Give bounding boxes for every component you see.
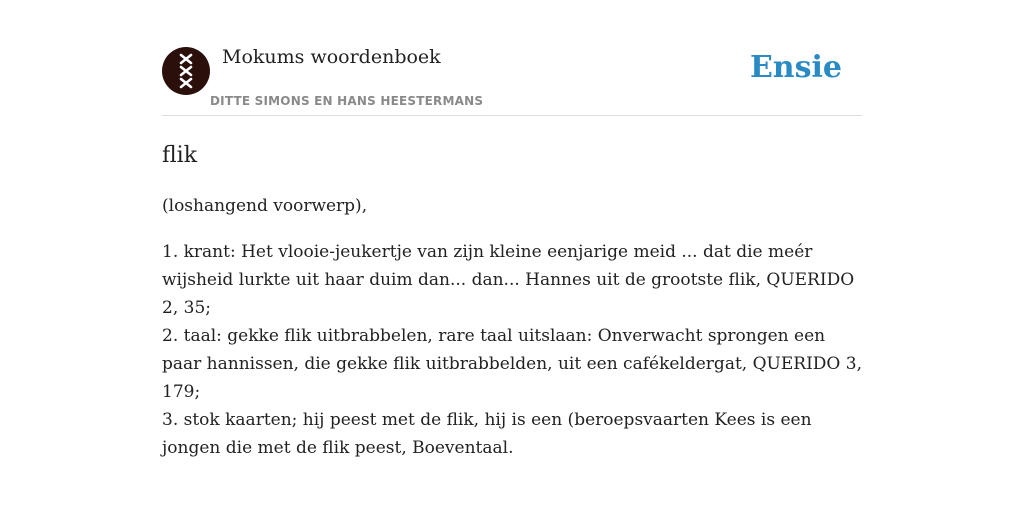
dictionary-authors: DITTE SIMONS EN HANS HEESTERMANS (210, 94, 484, 108)
amsterdam-crosses-icon (176, 53, 196, 89)
meaning-3: 3. stok kaarten; hij peest met de flik, hij is een (beroepsvaarten Kees is een jongen die met de flik peest, Boeventaal. (162, 410, 812, 458)
entry-card (162, 44, 862, 462)
entry-headword: flik (162, 143, 198, 168)
header (162, 44, 862, 116)
dictionary-logo[interactable] (162, 47, 210, 95)
meaning-2: 2. taal: gekke flik uitbrabbelen, rare taal uitslaan: Onverwacht sprongen een paar hannissen, die gekke flik uitbrabbelden, uit een cafékeldergat, QUERIDO 3, 179; (162, 326, 862, 402)
entry-grammar: (loshangend voorwerp), (162, 196, 368, 216)
ensie-logo-link[interactable]: Ensie (749, 50, 842, 85)
entry-meanings (162, 238, 862, 462)
meaning-1: 1. krant: Het vlooie-jeukertje van zijn kleine eenjarige meid ... dat die meér wijsheid lurkte uit haar duim dan... dan... Hannes uit de grootste flik, QUERIDO 2, 35; (162, 242, 855, 318)
dictionary-title[interactable]: Mokums woordenboek (222, 46, 441, 68)
